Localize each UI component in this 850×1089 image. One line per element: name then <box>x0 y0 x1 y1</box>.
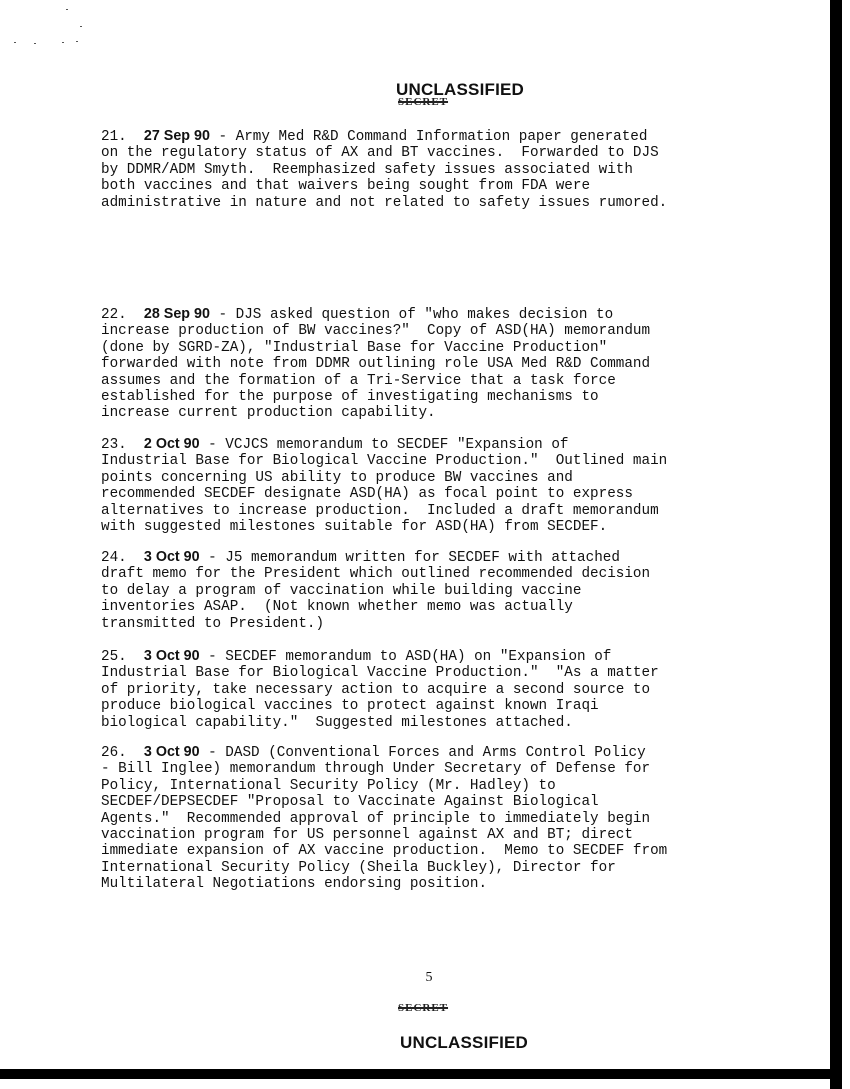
entry-date: 28 Sep 90 <box>143 306 210 322</box>
entry-text: increase production of BW vaccines?" Copy of ASD(HA) memorandum (done by SGRD-ZA), "Industrial Base for Vaccine Production" forwarded with note from DDMR outlining role USA Med R&D Command assumes and the formation of a Tri-Service that a task force established for the purpose of investigating mechanisms to increase current production capability. <box>101 323 651 422</box>
header-classification: UNCLASSIFIED <box>396 80 525 99</box>
scan-speck <box>76 41 78 42</box>
scan-border-bottom <box>0 1069 842 1079</box>
scan-speck <box>80 26 82 27</box>
entry-text: on the regulatory status of AX and BT vaccines. Forwarded to DJS by DDMR/ADM Smyth. Reemphasized safety issues associated with both vaccines and that waivers being sought from FDA were administrative in nature and not related to safety issues rumored. <box>101 145 668 211</box>
entry-date: 3 Oct 90 <box>143 549 200 565</box>
entry-22 <box>101 306 781 422</box>
entry-text: draft memo for the President which outlined recommended decision to delay a program of vaccination while building vaccine inventories ASAP. (Not known whether memo was actually transmitted to President.) <box>101 566 651 632</box>
entry-first-line: - J5 memorandum written for SECDEF with attached <box>199 550 620 566</box>
entry-date: 3 Oct 90 <box>143 648 200 664</box>
entry-number: 23. <box>101 437 127 453</box>
entry-number: 22. <box>101 307 127 323</box>
scan-speck <box>66 9 68 10</box>
entry-text: - Bill Inglee) memorandum through Under Secretary of Defense for Policy, International Security Policy (Mr. Hadley) to SECDEF/DEPSECDEF "Proposal to Vaccinate Against Biological Agents." Recommended approval of principle to immediately begin vaccination program for US personnel against AX and BT; direct immediate expansion of AX vaccine production. Memo to SECDEF from International Security Policy (Sheila Buckley), Director for Multilateral Negotiations endorsing position. <box>101 761 668 893</box>
entry-number: 21. <box>101 129 127 145</box>
entry-date: 3 Oct 90 <box>143 744 200 760</box>
entry-25 <box>101 648 781 731</box>
entry-text: Industrial Base for Biological Vaccine Production." "As a matter of priority, take necessary action to acquire a second source to produce biological vaccines to protect against known Iraqi biological capability." Suggested milestones attached. <box>101 665 659 731</box>
header-struck-marking: SECRET <box>398 96 449 108</box>
entry-number: 24. <box>101 550 127 566</box>
footer-classification: UNCLASSIFIED <box>400 1033 529 1052</box>
page-number: 5 <box>425 970 433 985</box>
entry-date: 2 Oct 90 <box>143 436 200 452</box>
entry-first-line: - Army Med R&D Command Information paper generated <box>209 129 648 145</box>
entry-first-line: - DASD (Conventional Forces and Arms Control Policy <box>199 745 646 761</box>
scan-speck <box>14 42 16 43</box>
footer-struck-marking: SECRET <box>398 1002 449 1014</box>
scan-speck <box>34 43 36 44</box>
entry-23 <box>101 436 781 535</box>
entry-date: 27 Sep 90 <box>143 128 210 144</box>
entry-24 <box>101 549 781 632</box>
entry-first-line: - VCJCS memorandum to SECDEF "Expansion of <box>199 437 569 453</box>
entry-text: Industrial Base for Biological Vaccine Production." Outlined main points concerning US ability to produce BW vaccines and recommended SECDEF designate ASD(HA) as focal point to express alternatives to increase production. Included a draft memorandum with suggested milestones suitable for ASD(HA) from SECDEF. <box>101 453 668 536</box>
scan-speck <box>62 42 64 43</box>
entry-first-line: - SECDEF memorandum to ASD(HA) on "Expansion of <box>199 649 612 665</box>
entry-number: 26. <box>101 745 127 761</box>
entry-number: 25. <box>101 649 127 665</box>
entry-first-line: - DJS asked question of "who makes decision to <box>209 307 614 323</box>
entry-26 <box>101 744 781 893</box>
scan-border-right <box>830 0 842 1089</box>
entry-21 <box>101 128 781 211</box>
